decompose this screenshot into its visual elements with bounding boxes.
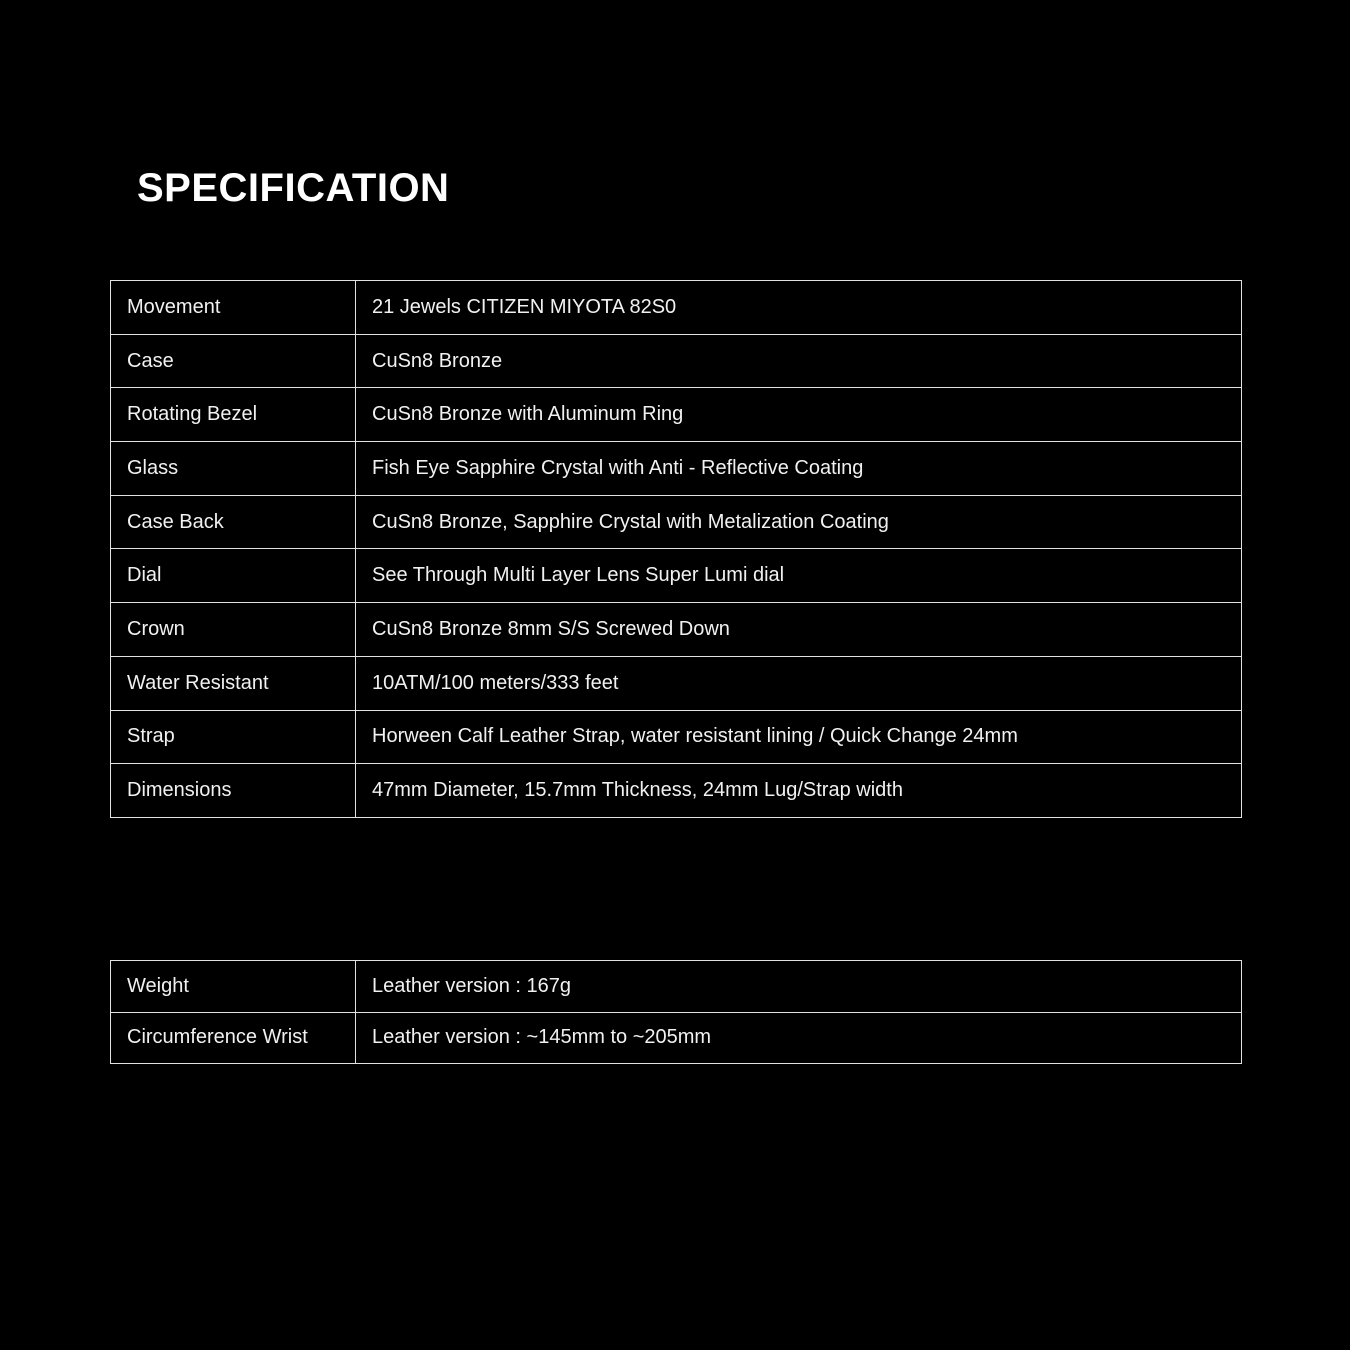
spec-value: 47mm Diameter, 15.7mm Thickness, 24mm Lug/Strap width (356, 764, 1242, 818)
table-row (111, 442, 1242, 496)
weight-wrist-table-body (111, 961, 1242, 1064)
table-row (111, 549, 1242, 603)
spec-value: Leather version : 167g (356, 961, 1242, 1013)
spec-label: Dial (111, 549, 356, 603)
spec-value: 10ATM/100 meters/333 feet (356, 656, 1242, 710)
spec-label: Water Resistant (111, 656, 356, 710)
table-row (111, 656, 1242, 710)
spec-value: CuSn8 Bronze with Aluminum Ring (356, 388, 1242, 442)
spec-value: See Through Multi Layer Lens Super Lumi dial (356, 549, 1242, 603)
table-row (111, 710, 1242, 764)
table-row (111, 281, 1242, 335)
table-row (111, 764, 1242, 818)
table-row (111, 961, 1242, 1013)
spec-value: 21 Jewels CITIZEN MIYOTA 82S0 (356, 281, 1242, 335)
spec-label: Glass (111, 442, 356, 496)
spec-label: Weight (111, 961, 356, 1013)
table-row (111, 495, 1242, 549)
spec-label: Case (111, 334, 356, 388)
spec-value: Leather version : ~145mm to ~205mm (356, 1012, 1242, 1064)
spec-value: Horween Calf Leather Strap, water resistant lining / Quick Change 24mm (356, 710, 1242, 764)
page-title: SPECIFICATION (137, 166, 450, 210)
specification-table-body (111, 281, 1242, 818)
spec-label: Rotating Bezel (111, 388, 356, 442)
table-row (111, 388, 1242, 442)
table-row (111, 1012, 1242, 1064)
specification-table (110, 280, 1242, 818)
spec-value: CuSn8 Bronze (356, 334, 1242, 388)
table-row (111, 334, 1242, 388)
weight-wrist-table (110, 960, 1242, 1064)
spec-value: Fish Eye Sapphire Crystal with Anti - Reflective Coating (356, 442, 1242, 496)
spec-label: Movement (111, 281, 356, 335)
spec-label: Dimensions (111, 764, 356, 818)
spec-label: Strap (111, 710, 356, 764)
spec-label: Crown (111, 603, 356, 657)
table-row (111, 603, 1242, 657)
spec-label: Circumference Wrist (111, 1012, 356, 1064)
spec-value: CuSn8 Bronze 8mm S/S Screwed Down (356, 603, 1242, 657)
spec-value: CuSn8 Bronze, Sapphire Crystal with Metalization Coating (356, 495, 1242, 549)
spec-label: Case Back (111, 495, 356, 549)
